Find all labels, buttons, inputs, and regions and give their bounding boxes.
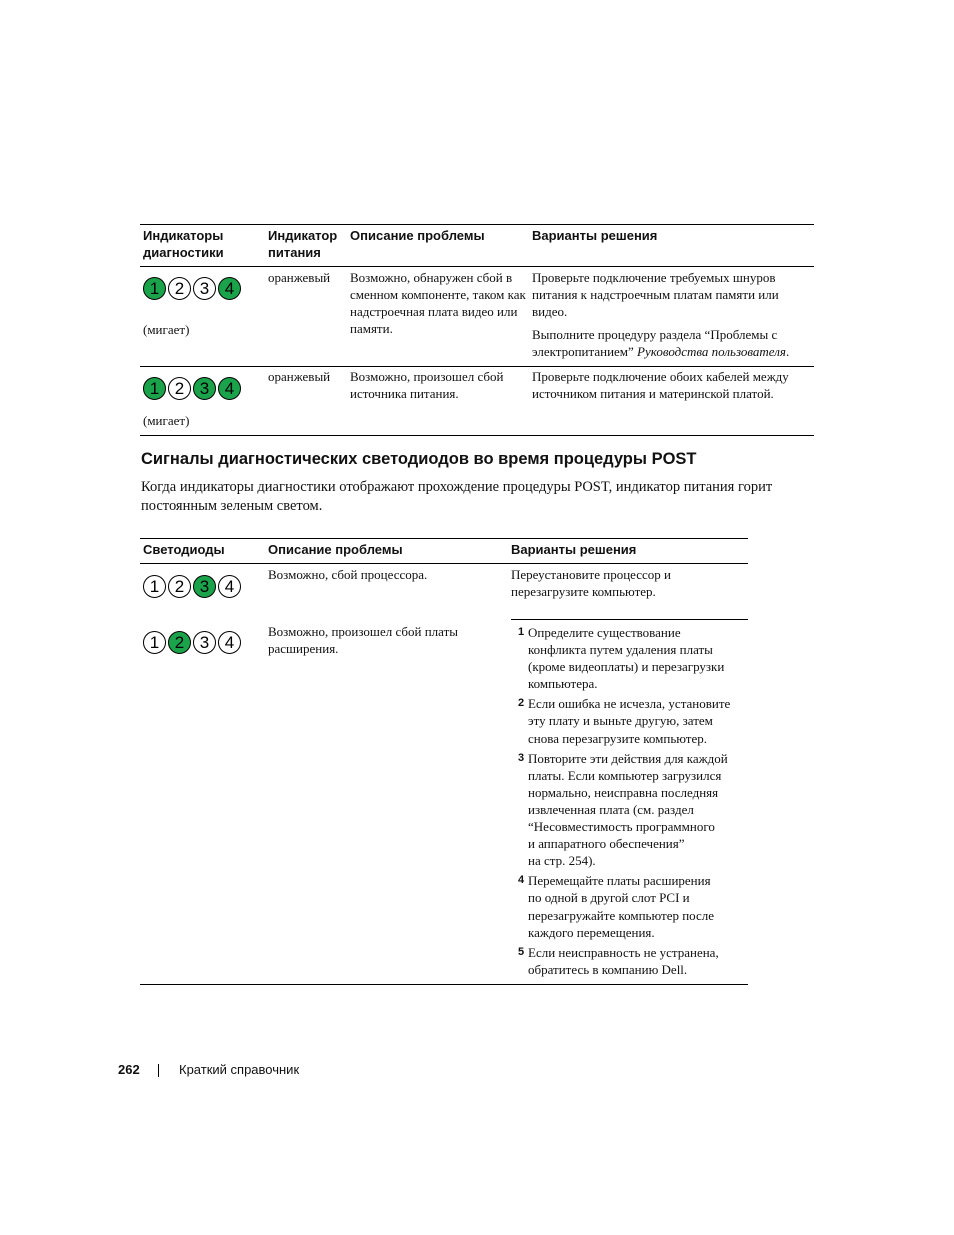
problem-description: Возможно, сбой процессора. [268, 567, 428, 582]
table2-header-rule [140, 563, 748, 564]
led-1-icon: 1 [143, 377, 166, 400]
table1-header-solution: Варианты решения [532, 228, 658, 243]
problem-description: Возможно, произошел сбой источника питания. [350, 369, 504, 401]
user-guide-reference: Руководства пользователя [637, 344, 786, 359]
step-number: 3 [518, 751, 525, 764]
step-text: Перемещайте платы расширения по одной в другой слот PCI и перезагружайте компьютер после каждого перемещения. [528, 873, 715, 940]
problem-description: Возможно, произошел сбой платы расширения. [268, 624, 458, 656]
section-paragraph: Когда индикаторы диагностики отображают прохождение процедуры POST, индикатор питания горит постоянным зеленым светом. [141, 479, 773, 514]
list-item [518, 750, 746, 870]
led-3-icon: 3 [193, 631, 216, 654]
table2-bottom-rule [140, 984, 748, 985]
led-2-icon: 2 [168, 631, 191, 654]
led-4-icon: 4 [218, 377, 241, 400]
step-number: 2 [518, 697, 525, 710]
list-item [518, 624, 746, 692]
solution-steps-list [518, 624, 746, 981]
diag-leds-row2 [143, 377, 241, 400]
table2-header-leds: Светодиоды [143, 542, 225, 557]
post-leds-row2 [143, 631, 241, 654]
table1-row-rule [140, 366, 814, 367]
page-number: 262 [118, 1062, 140, 1077]
diag-leds-row1 [143, 277, 241, 300]
solution-text-2-end: . [785, 344, 790, 359]
led-4-icon: 4 [218, 631, 241, 654]
led-4-icon: 4 [218, 277, 241, 300]
step-number: 1 [518, 626, 525, 638]
step-number: 4 [518, 874, 525, 887]
list-item [518, 695, 746, 746]
solution-text-2 [532, 326, 810, 360]
step-text: Если неисправность не устранена, обратитесь в компанию Dell. [528, 944, 719, 977]
problem-description: Возможно, обнаружен сбой в сменном компоненте, таком как надстроечная плата видео или памяти. [350, 270, 526, 336]
post-leds-row1 [143, 575, 241, 598]
table1-header-rule [140, 266, 814, 267]
power-indicator-value: оранжевый [268, 369, 331, 384]
led-note: (мигает) [143, 322, 190, 337]
led-3-icon: 3 [193, 575, 216, 598]
table2-header-solution: Варианты решения [511, 542, 637, 557]
table1-bottom-rule [140, 435, 814, 436]
led-1-icon: 1 [143, 277, 166, 300]
step-number: 5 [518, 945, 525, 958]
led-3-icon: 3 [193, 277, 216, 300]
led-2-icon: 2 [168, 277, 191, 300]
footer-title: Краткий справочник [179, 1062, 300, 1077]
led-1-icon: 1 [143, 575, 166, 598]
list-item [518, 872, 746, 940]
list-item [518, 944, 746, 978]
step-text: Если ошибка не исчезла, установите эту плату и выньте другую, затем снова перезагрузите компьютер. [528, 696, 731, 746]
solution-text: Проверьте подключение обоих кабелей между источником питания и материнской платой. [532, 369, 789, 401]
led-note: (мигает) [143, 413, 190, 428]
power-indicator-value: оранжевый [268, 270, 331, 285]
table2-row-rule [511, 619, 748, 620]
step-text: Повторите эти действия для каждой платы. Если компьютер загрузился нормально, неисправна последняя извлеченная плата (см. раздел “Несовместимость программного и аппаратного обеспечения” на стр. 254). [528, 750, 728, 869]
footer-divider [158, 1064, 159, 1077]
led-2-icon: 2 [168, 377, 191, 400]
led-4-icon: 4 [218, 575, 241, 598]
solution-text-2-main: Выполните процедуру раздела “Проблемы с электропитанием” [532, 327, 778, 359]
table2-top-rule [140, 538, 748, 539]
led-2-icon: 2 [168, 575, 191, 598]
led-1-icon: 1 [143, 631, 166, 654]
table1-header-power: Индикатор питания [268, 228, 338, 260]
table1-header-diag: Индикаторы диагностики [143, 228, 224, 260]
led-3-icon: 3 [193, 377, 216, 400]
table2-header-problem: Описание проблемы [268, 542, 403, 557]
step-text: Определите существование конфликта путем удаления платы (кроме видеоплаты) и перезагрузки компьютера. [528, 625, 725, 692]
section-heading: Сигналы диагностических светодиодов во время процедуры POST [141, 450, 697, 468]
table1-top-rule [140, 224, 814, 225]
table1-header-problem: Описание проблемы [350, 228, 485, 243]
solution-text: Переустановите процессор и перезагрузите компьютер. [511, 567, 671, 599]
solution-text: Проверьте подключение требуемых шнуров питания к надстроечным платам памяти или видео. [532, 270, 779, 319]
